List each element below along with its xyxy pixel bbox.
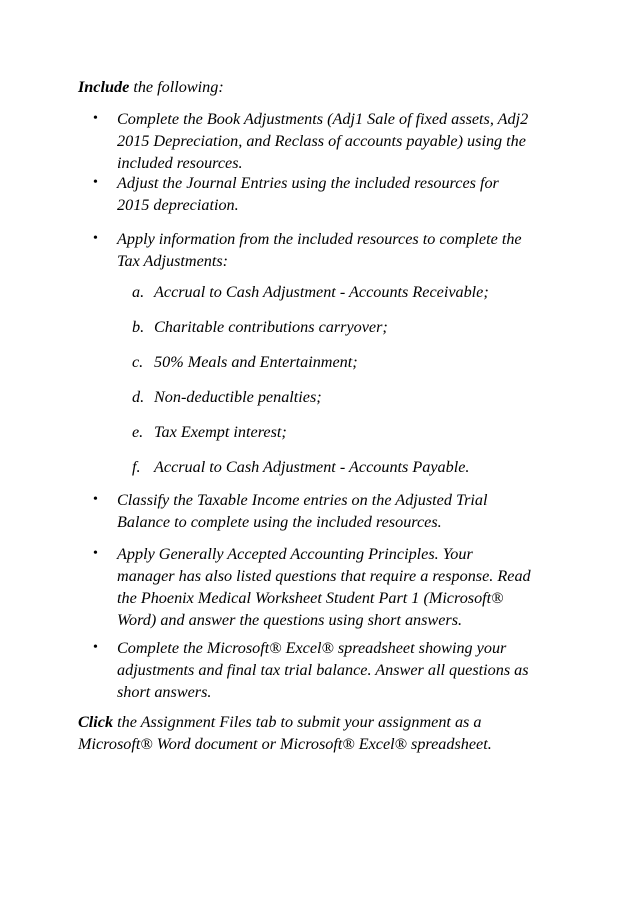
tax-adjustment-item-d bbox=[132, 386, 322, 408]
bullet-marker: • bbox=[93, 492, 98, 507]
bullet-item-classify-taxable-income bbox=[117, 489, 587, 533]
item-text: Non-deductible penalties; bbox=[154, 388, 322, 406]
bullet-item-tax-adjustments bbox=[117, 228, 587, 272]
item-letter: c. bbox=[132, 353, 144, 371]
intro-bold: Include bbox=[78, 78, 130, 96]
bullet-line: Complete the Microsoft® Excel® spreadsheet showing your bbox=[117, 639, 507, 657]
item-text: Accrual to Cash Adjustment - Accounts Payable. bbox=[154, 458, 470, 476]
tax-adjustment-item-a bbox=[132, 281, 489, 303]
bullet-marker: • bbox=[93, 546, 98, 561]
bullet-line: Balance to complete using the included resources. bbox=[117, 513, 442, 531]
item-text: Tax Exempt interest; bbox=[154, 423, 287, 441]
item-letter: d. bbox=[132, 388, 145, 406]
bullet-line: 2015 depreciation. bbox=[117, 196, 239, 214]
item-letter: b. bbox=[132, 318, 145, 336]
bullet-item-excel-spreadsheet bbox=[117, 637, 587, 703]
item-letter: f. bbox=[132, 458, 141, 476]
bullet-item-gaap bbox=[117, 543, 587, 631]
closing-line-1 bbox=[78, 711, 558, 733]
bullet-line: Apply Generally Accepted Accounting Principles. Your bbox=[117, 545, 473, 563]
bullet-marker: • bbox=[93, 640, 98, 655]
tax-adjustment-item-c bbox=[132, 351, 358, 373]
bullet-line: manager has also listed questions that require a response. Read bbox=[117, 567, 531, 585]
bullet-line: the Phoenix Medical Worksheet Student Part 1 (Microsoft® bbox=[117, 589, 504, 607]
bullet-line: Complete the Book Adjustments (Adj1 Sale of fixed assets, Adj2 bbox=[117, 110, 529, 128]
tax-adjustment-item-e bbox=[132, 421, 287, 443]
item-text: Accrual to Cash Adjustment - Accounts Receivable; bbox=[154, 283, 489, 301]
bullet-marker: • bbox=[93, 231, 98, 246]
bullet-line: Classify the Taxable Income entries on the Adjusted Trial bbox=[117, 491, 488, 509]
tax-adjustment-item-b bbox=[132, 316, 388, 338]
bullet-line: adjustments and final tax trial balance. Answer all questions as bbox=[117, 661, 529, 679]
closing-paragraph bbox=[78, 711, 558, 755]
bullet-item-journal-entries bbox=[117, 172, 587, 216]
bullet-line: short answers. bbox=[117, 683, 212, 701]
item-text: Charitable contributions carryover; bbox=[154, 318, 388, 336]
bullet-marker: • bbox=[93, 111, 98, 126]
closing-bold: Click bbox=[78, 713, 114, 731]
bullet-line: Apply information from the included resources to complete the bbox=[117, 230, 522, 248]
bullet-item-book-adjustments bbox=[117, 108, 587, 174]
bullet-marker: • bbox=[93, 175, 98, 190]
item-letter: e. bbox=[132, 423, 144, 441]
tax-adjustment-item-f bbox=[132, 456, 469, 478]
bullet-line: Word) and answer the questions using short answers. bbox=[117, 611, 463, 629]
bullet-line: Adjust the Journal Entries using the included resources for bbox=[117, 174, 499, 192]
bullet-line: Tax Adjustments: bbox=[117, 252, 229, 270]
closing-line-2: Microsoft® Word document or Microsoft® Excel® spreadsheet. bbox=[78, 735, 492, 753]
closing-text: the Assignment Files tab to submit your assignment as a bbox=[113, 713, 482, 731]
bullet-line: included resources. bbox=[117, 154, 243, 172]
intro-line bbox=[78, 76, 224, 98]
item-letter: a. bbox=[132, 283, 145, 301]
intro-text: the following: bbox=[129, 78, 224, 96]
item-text: 50% Meals and Entertainment; bbox=[154, 353, 358, 371]
bullet-line: 2015 Depreciation, and Reclass of accounts payable) using the bbox=[117, 132, 526, 150]
